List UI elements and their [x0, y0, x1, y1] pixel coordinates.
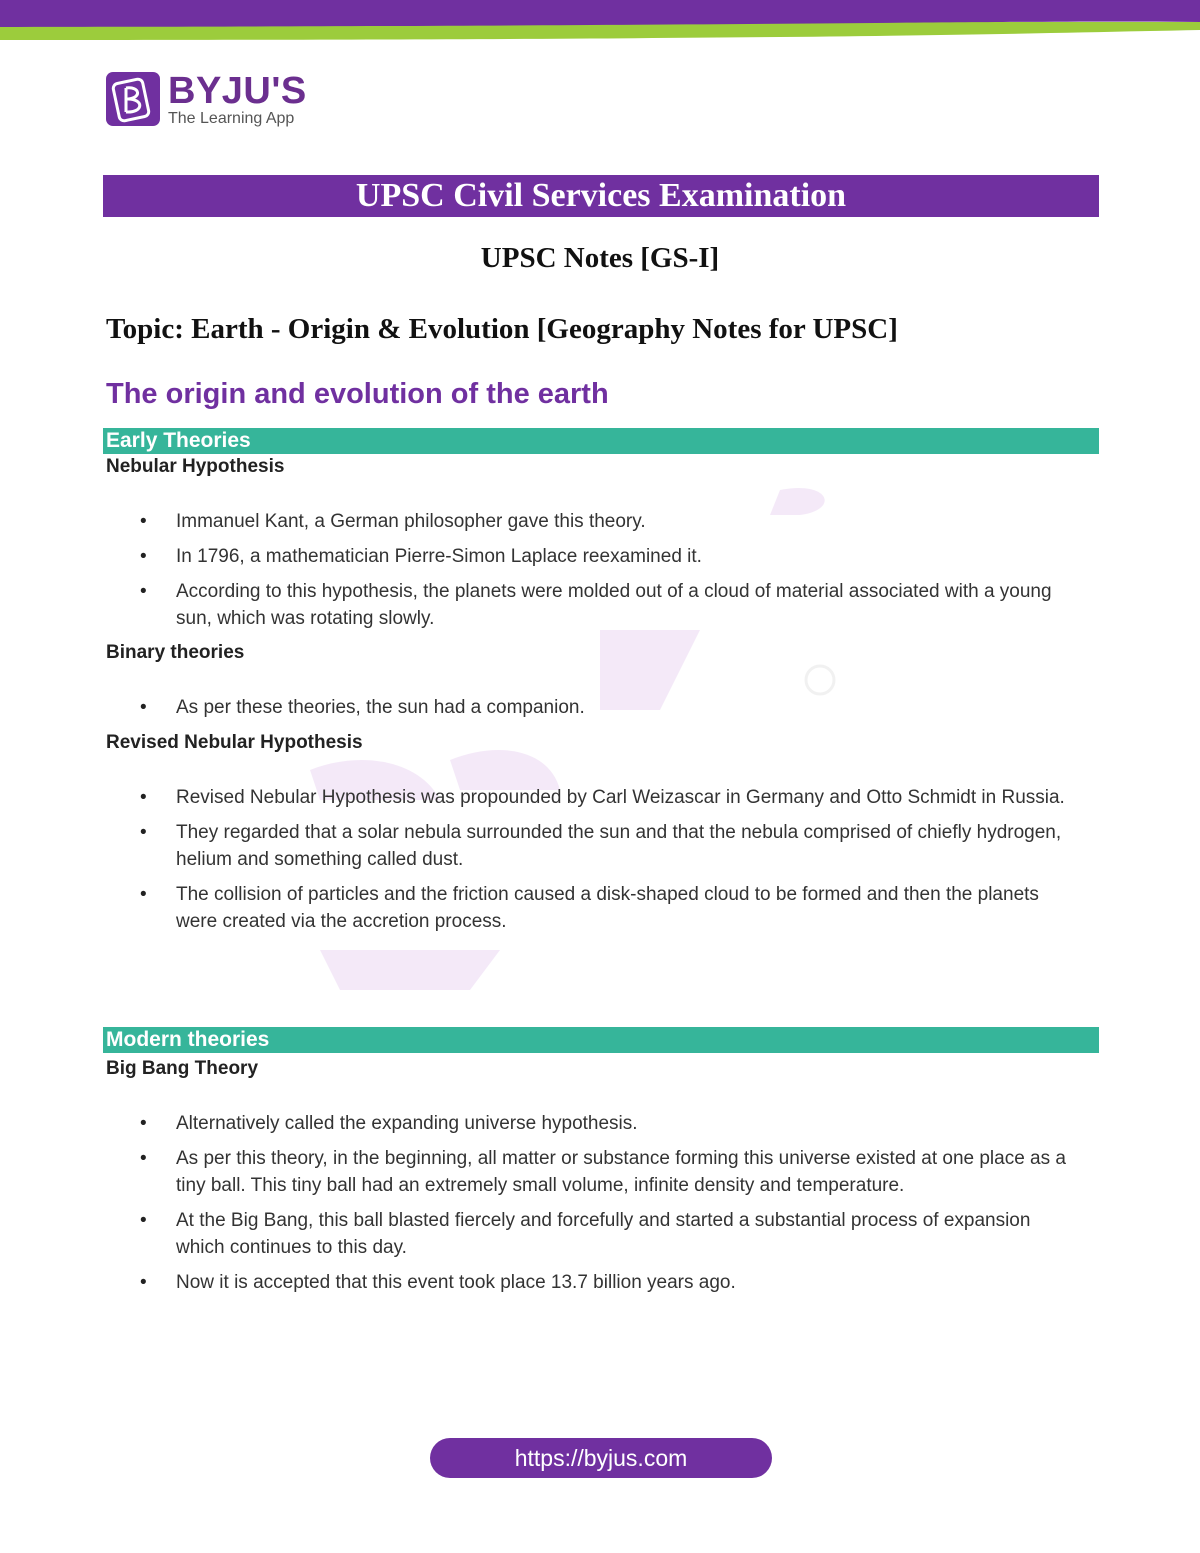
subheading-nebular-hypothesis: Nebular Hypothesis [106, 456, 285, 477]
subheading-big-bang-theory: Big Bang Theory [106, 1058, 259, 1079]
list-item: • According to this hypothesis, the planets were molded out of a cloud of material associated with a young sun, which was rotating slowly. [140, 578, 1080, 632]
top-decorative-band [0, 0, 1200, 44]
section-title: Modern theories [106, 1028, 270, 1051]
list-item: • They regarded that a solar nebula surrounded the sun and that the nebula comprised of chiefly hydrogen, helium and something called dust. [140, 819, 1080, 873]
list-item: • As per these theories, the sun had a companion. [140, 694, 1080, 721]
list-item: • As per this theory, in the beginning, all matter or substance forming this universe existed at one place as a tiny ball. This tiny ball had an extremely small volume, infinite density and temperature. [140, 1145, 1080, 1199]
notes-title: UPSC Notes [GS-I] [480, 242, 720, 274]
topic-title: Topic: Earth - Origin & Evolution [Geography Notes for UPSC] [106, 313, 898, 345]
list-item: • Revised Nebular Hypothesis was propounded by Carl Weizascar in Germany and Otto Schmidt in Russia. [140, 784, 1080, 811]
byjus-logo [106, 70, 316, 130]
main-heading: The origin and evolution of the earth [106, 378, 609, 410]
section-bar-modern-theories [103, 1027, 1099, 1053]
brand-name: BYJU'S [168, 70, 307, 112]
section-title: Early Theories [106, 429, 251, 452]
exam-title: UPSC Civil Services Examination [355, 177, 847, 214]
list-item: • Immanuel Kant, a German philosopher gave this theory. [140, 508, 1080, 535]
subheading-revised-nebular-hypothesis: Revised Nebular Hypothesis [106, 732, 363, 753]
subheading-binary-theories: Binary theories [106, 642, 245, 663]
bullet-list-nebular-hypothesis [140, 508, 1080, 640]
list-item: • The collision of particles and the friction caused a disk-shaped cloud to be formed and then the planets were created via the accretion process. [140, 881, 1080, 935]
list-item: • Now it is accepted that this event took place 13.7 billion years ago. [140, 1269, 1080, 1296]
list-item: • Alternatively called the expanding universe hypothesis. [140, 1110, 1080, 1137]
list-item: • In 1796, a mathematician Pierre-Simon Laplace reexamined it. [140, 543, 1080, 570]
bullet-list-big-bang-theory [140, 1110, 1080, 1304]
website-link[interactable] [430, 1438, 772, 1478]
brand-tagline: The Learning App [168, 110, 295, 127]
exam-title-banner [103, 175, 1099, 217]
website-url: https://byjus.com [514, 1444, 688, 1471]
bullet-list-binary-theories [140, 694, 1080, 729]
list-item: • At the Big Bang, this ball blasted fiercely and forcefully and started a substantial process of expansion which continues to this day. [140, 1207, 1080, 1261]
bullet-list-revised-nebular-hypothesis [140, 784, 1080, 943]
section-bar-early-theories [103, 428, 1099, 454]
byjus-logo-icon [106, 72, 160, 126]
